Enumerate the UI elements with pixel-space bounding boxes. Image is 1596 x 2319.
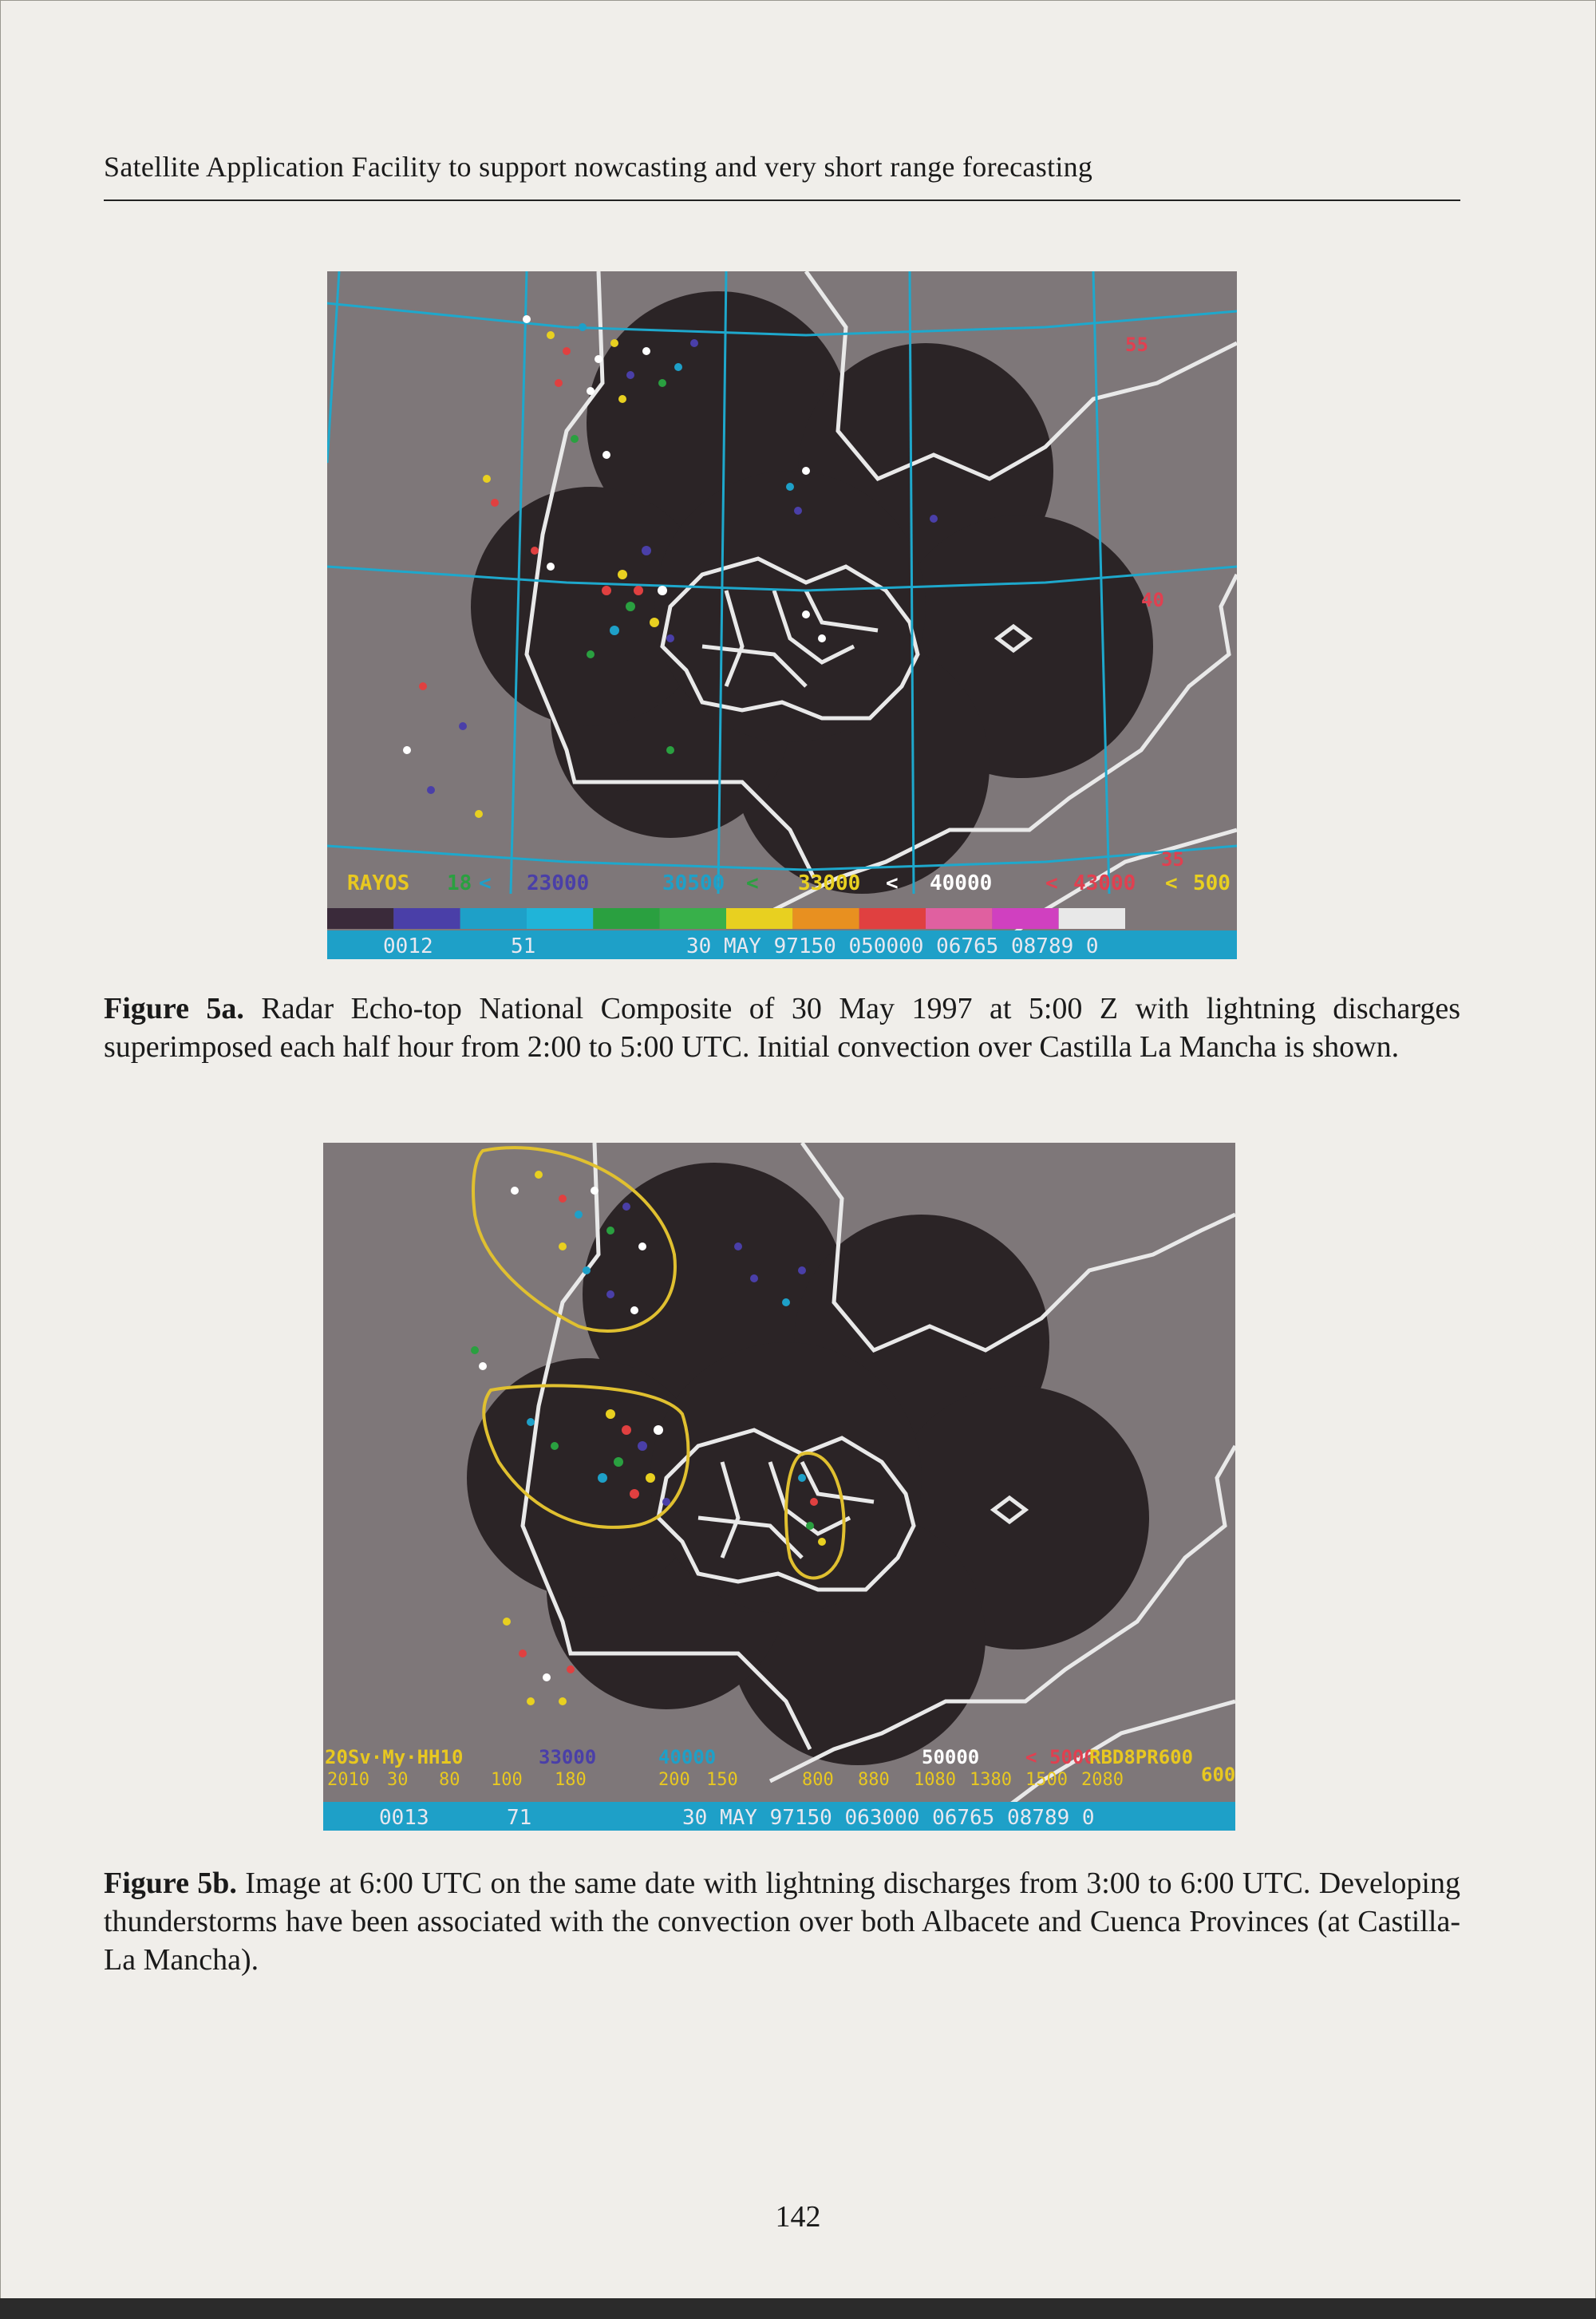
legend-value: 33000: [798, 871, 861, 895]
color-scale-swatch: [926, 908, 992, 929]
caption-5a: [104, 990, 1460, 1066]
legend-value: 40000: [658, 1746, 717, 1768]
running-header: Satellite Application Facility to support nowcasting and very short range forecasting: [104, 151, 1093, 183]
status-field: 30 MAY 97150 050000 06765 08789 0: [686, 934, 1099, 958]
legend-value: <: [1165, 871, 1178, 895]
legend-value: 50000: [922, 1746, 980, 1768]
legend-value: <: [746, 871, 759, 895]
color-scale-swatch: [460, 908, 527, 929]
legend-value: <: [1025, 1746, 1037, 1768]
status-field: 51: [511, 934, 536, 958]
radar-image-5a: [327, 271, 1237, 959]
caption-5b: [104, 1864, 1460, 1979]
scale-tick: 2010: [327, 1770, 369, 1790]
page-number: 142: [775, 2200, 821, 2234]
color-scale-swatch: [660, 908, 726, 929]
scale-tick: 200: [658, 1770, 690, 1790]
legend-value: 23000: [527, 871, 590, 895]
header-rule: [104, 200, 1460, 201]
legend-value: 40000: [930, 871, 993, 895]
scale-row-5b: [327, 1770, 1124, 1790]
status-field: 0012: [383, 934, 433, 958]
scale-tick: 150: [706, 1770, 738, 1790]
legend-value: RBD8PR600: [1089, 1746, 1194, 1768]
legend-value: <: [479, 871, 492, 895]
scale-tick: 100: [491, 1770, 523, 1790]
legend-value: <: [1045, 871, 1058, 895]
color-scale-5a: [327, 908, 1125, 929]
scale-tick: 1080: [914, 1770, 956, 1790]
legend-value: 33000: [539, 1746, 597, 1768]
color-scale-swatch: [1059, 908, 1125, 929]
legend-value: 43000: [1073, 871, 1136, 895]
color-scale-swatch: [859, 908, 926, 929]
radar-image-5b: [323, 1143, 1235, 1831]
caption-text: Image at 6:00 UTC on the same date with lightning discharges from 3:00 to 6:00 UTC. Developing thunderstorms have been associated with the convection over both Albacete and Cuenca Provinces (at Castilla-La Mancha).: [104, 1867, 1460, 1977]
scale-tick: 880: [858, 1770, 890, 1790]
scale-tick: 1380: [970, 1770, 1012, 1790]
status-field: 0013: [379, 1806, 429, 1830]
scan-edge: [0, 2298, 1596, 2319]
color-scale-swatch: [393, 908, 460, 929]
scale-tick: 30: [387, 1770, 409, 1790]
color-scale-swatch: [593, 908, 659, 929]
color-scale-swatch: [792, 908, 859, 929]
scale-tick: 180: [555, 1770, 587, 1790]
color-scale-swatch: [527, 908, 593, 929]
legend-value: <: [886, 871, 899, 895]
legend-value: 600: [1201, 1764, 1235, 1786]
scale-tick: 2080: [1081, 1770, 1124, 1790]
caption-label: Figure 5b.: [104, 1867, 237, 1900]
caption-label: Figure 5a.: [104, 992, 244, 1025]
status-field: 71: [507, 1806, 532, 1830]
color-scale-swatch: [992, 908, 1058, 929]
status-field: 30 MAY 97150 063000 06765 08789 0: [682, 1806, 1095, 1830]
grid-label: 55: [1125, 334, 1148, 356]
legend-value: 5000: [1049, 1746, 1096, 1768]
caption-text: Radar Echo-top National Composite of 30 May 1997 at 5:00 Z with lightning discharges superimposed each half hour from 2:00 to 5:00 UTC. Initial convection over Castilla La Mancha is shown.: [104, 992, 1460, 1064]
legend-value: 500: [1193, 871, 1231, 895]
legend-title: RAYOS: [347, 871, 410, 895]
legend-value: 18: [447, 871, 472, 895]
color-scale-swatch: [327, 908, 393, 929]
legend-value: 30500: [662, 871, 725, 895]
grid-label: 35: [1161, 848, 1184, 871]
scale-tick: 80: [439, 1770, 460, 1790]
grid-label: 40: [1141, 589, 1164, 611]
color-scale-swatch: [726, 908, 792, 929]
legend-title: 20Sv·My·HH10: [325, 1746, 464, 1768]
scale-tick: 800: [802, 1770, 834, 1790]
scale-tick: 1500: [1025, 1770, 1068, 1790]
